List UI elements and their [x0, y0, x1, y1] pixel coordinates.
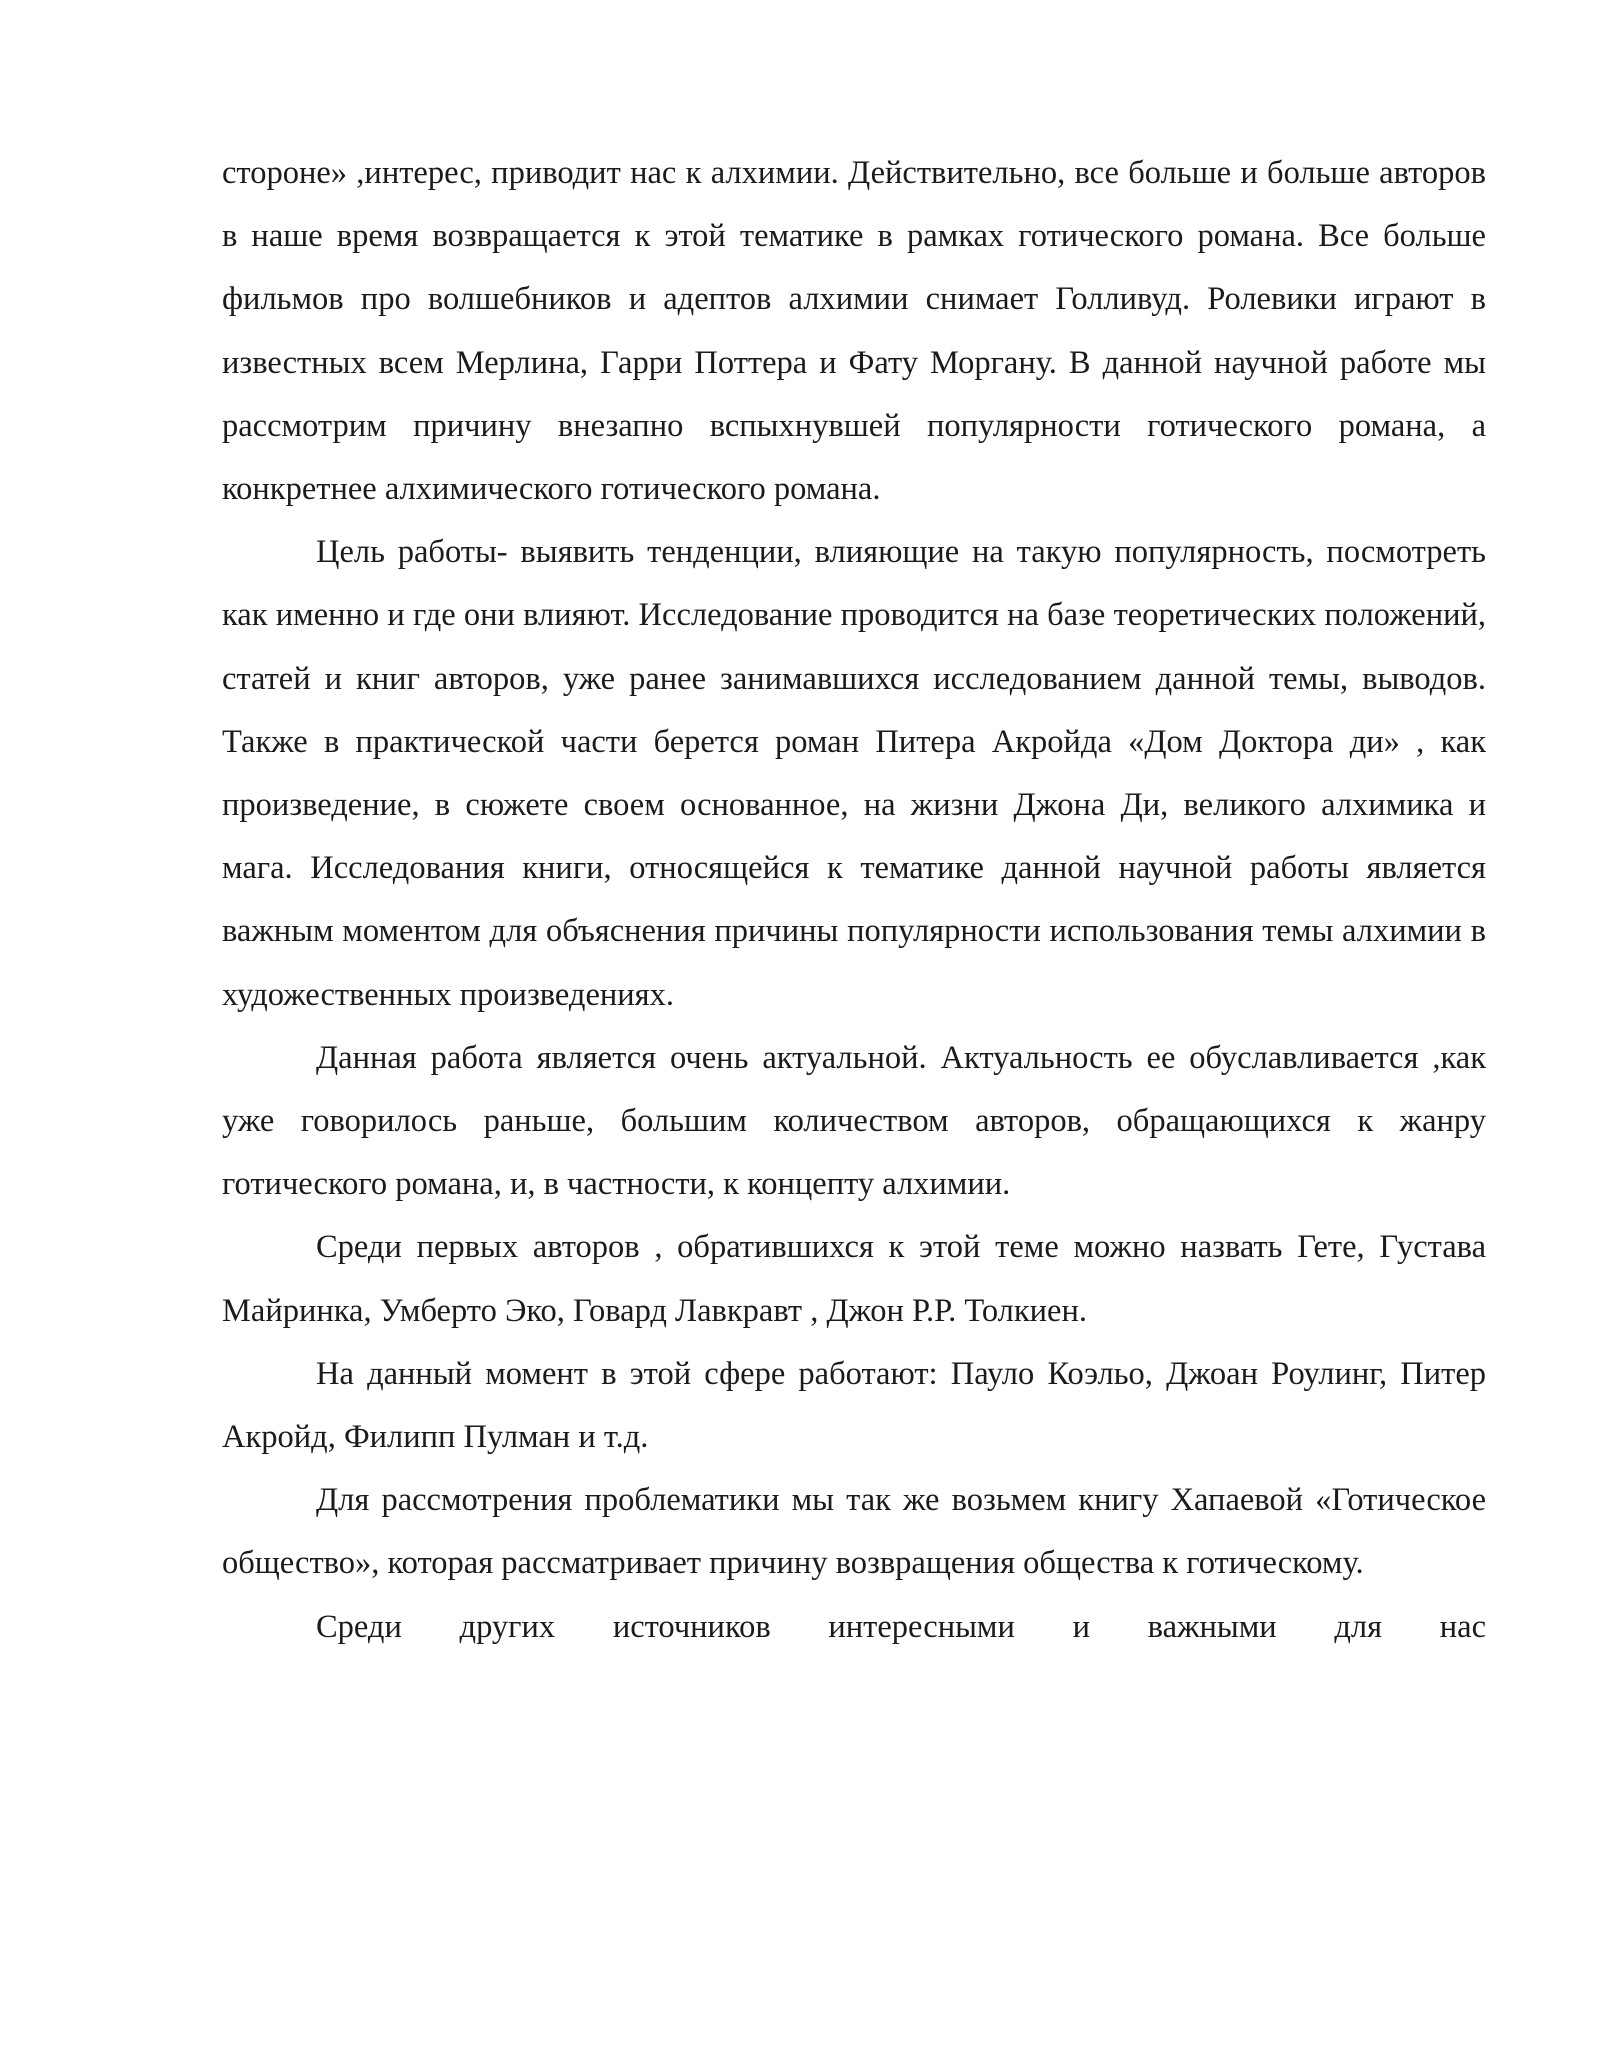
paragraph-4: Среди первых авторов , обратившихся к этой теме можно назвать Гете, Густава Майринка, Умберто Эко, Говард Лавкравт , Джон Р.Р. Толкиен.: [222, 1229, 1486, 1329]
paragraph-7: Среди других источников интересными и важными для нас: [316, 1608, 1486, 1645]
paragraph-3: Данная работа является очень актуальной. Актуальность ее обуславливается ,как уже говорилось раньше, большим количеством авторов, обращающихся к жанру готического романа, и, в частности, к концепту алхимии.: [222, 1039, 1486, 1203]
paragraph-6: Для рассмотрения проблематики мы так же возьмем книгу Хапаевой «Готическое общество», которая рассматривает причину возвращения общества к готическому.: [222, 1482, 1486, 1582]
paragraph-1: стороне» ,интерес, приводит нас к алхимии. Действительно, все больше и больше авторов в наше время возвращается к этой тематике в рамках готического романа. Все больше фильмов про волшебников и адептов алхимии снимает Голливуд. Ролевики играют в известных всем Мерлина, Гарри Поттера и Фату Моргану. В данной научной работе мы рассмотрим причину внезапно вспыхнувшей популярности готического романа, а конкретнее алхимического готического романа.: [222, 155, 1486, 508]
paragraph-2: Цель работы- выявить тенденции, влияющие на такую популярность, посмотреть как именно и где они влияют. Исследование проводится на базе теоретических положений, статей и книг авторов, уже ранее занимавшихся исследованием данной темы, выводов. Также в практической части берется роман Питера Акройда «Дом Доктора ди» , как произведение, в сюжете своем основанное, на жизни Джона Ди, великого алхимика и мага. Исследования книги, относящейся к тематике данной научной работы является важным моментом для объяснения причины популярности использования темы алхимии в художественных произведениях.: [222, 534, 1486, 1013]
paragraph-5: На данный момент в этой сфере работают: Пауло Коэльо, Джоан Роулинг, Питер Акройд, Филипп Пулман и т.д.: [222, 1355, 1486, 1456]
document-body: [222, 142, 1486, 1659]
